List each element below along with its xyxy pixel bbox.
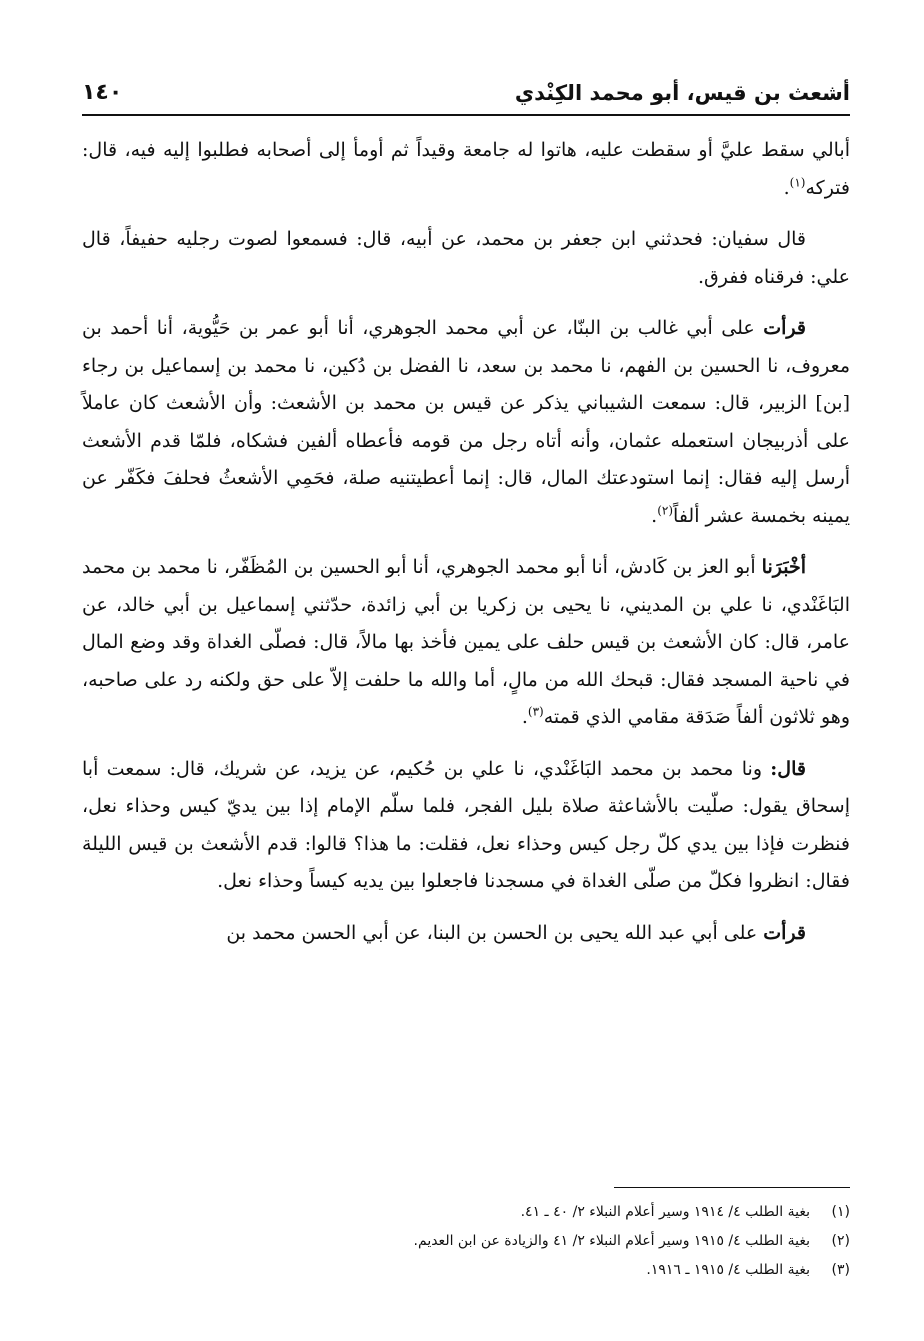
paragraph-text: على أبي عبد الله يحيى بن الحسن بن البنا، عن أبي الحسن محمد بن	[226, 921, 764, 944]
header-divider	[82, 114, 850, 116]
footnote-item	[82, 1227, 850, 1256]
paragraph-end: .	[521, 706, 528, 728]
footnotes	[82, 1198, 850, 1285]
paragraph-text: على أبي غالب بن البنّا، عن أبي محمد الجوهري، أنا أبو عمر بن حَيُّوية، أنا أحمد بن معروف، نا الحسين بن الفهم، نا محمد بن سعد، نا الفضل بن دُكين، نا محمد بن إسماعيل بن رجاء [بن] الزبير، قال: سمعت الشيباني يذكر عن قيس بن محمد بن الأشعث: وأن الأشعث كان عاملاً على أذربيجان استعمله عثمان، وأنه أتاه رجل من قومه فأعطاه ألفين فشكاه، فلمّا قدم الأشعث أرسل إليه فقال: إنما استودعتك المال، قال: إنما أعطيتنيه صلة، فحَمِي الأشعثُ فحلفَ فكَفّر عن يمينه بخمسة عشر ألفاً	[82, 317, 850, 527]
paragraph-3	[82, 310, 850, 535]
running-header	[82, 78, 850, 118]
paragraph-lead-word: قرأت	[763, 921, 806, 944]
paragraph-lead-word: قال:	[770, 757, 806, 780]
footnote-ref: (١)	[789, 175, 806, 190]
paragraph-4	[82, 549, 850, 737]
footnote-ref: (٢)	[657, 503, 674, 518]
footnote-number: (١)	[831, 1204, 850, 1220]
footnote-ref: (٣)	[527, 704, 544, 719]
main-text	[82, 132, 850, 966]
footnote-item	[82, 1198, 850, 1227]
paragraph-end: .	[651, 504, 658, 527]
paragraph-lead-word: أخْبَرَنا	[761, 556, 806, 578]
paragraph-5	[82, 751, 850, 901]
paragraph-text: ونا محمد بن محمد البَاغَنْدي، نا علي بن حُكيم، عن يزيد، عن شريك، قال: سمعت أبا إسحاق يقول: صلّيت بالأشاعثة صلاة بليل الفجر، فلما سلّم الإمام إذا بين يديّ كيس وحذاء نعل، فنظرت فإذا بين يدي كلّ رجل كيس وحذاء نعل، فقلت: ما هذا؟ قالوا: قدم الأشعث بن قيس الليلة فقال: انظروا فكلّ من صلّى الغداة في مسجدنا فاجعلوا بين يديه كيساً وحذاء نعل.	[82, 757, 850, 892]
footnote-text: بغية الطلب ٤/ ١٩١٥ وسير أعلام النبلاء ٢/ ٤١ والزيادة عن ابن العديم.	[413, 1233, 810, 1249]
paragraph-6	[82, 915, 850, 953]
paragraph-text: قال سفيان: فحدثني ابن جعفر بن محمد، عن أبيه، قال: فسمعوا لصوت رجليه حفيفاً، قال علي: فرقناه ففرق.	[82, 228, 850, 288]
footnote-number: (٢)	[831, 1233, 850, 1249]
page-number: ١٤٠	[82, 80, 123, 105]
paragraph-text: أبو العز بن كَادش، أنا أبو محمد الجوهري، أنا أبو الحسين بن المُظَفّر، نا محمد بن محمد البَاغَنْدي، نا علي بن المديني، نا يحيى بن زكريا بن أبي زائدة، حدّثني إسماعيل بن أبي خالد، عن عامر، قال: كان الأشعث بن قيس حلف على يمين فأخذ بها مالاً، قال: فصلّى الغداة وقد وضع المال في ناحية المسجد فقال: قبحك الله من مالٍ، أما والله ما حلفت إلاّ على حق ولكنه رد على صاحبه، وهو ثلاثون ألفاً صَدَقة مقامي الذي قمته	[82, 556, 850, 728]
paragraph-2	[82, 221, 850, 296]
footnote-text: بغية الطلب ٤/ ١٩١٥ ـ ١٩١٦.	[646, 1262, 810, 1278]
footnote-divider	[614, 1187, 850, 1188]
paragraph-text: أبالي سقط عليَّ أو سقطت عليه، هاتوا له جامعة وقيداً ثم أومأ إلى أصحابه فطلبوا إليه فيه، قال: فتركه	[82, 139, 850, 199]
paragraph-lead-word: قرأت	[763, 317, 806, 339]
header-title: أشعث بن قيس، أبو محمد الكِنْدي	[514, 81, 850, 105]
paragraph-end: .	[783, 176, 790, 199]
footnote-item	[82, 1256, 850, 1285]
footnote-number: (٣)	[831, 1262, 850, 1278]
footnote-text: بغية الطلب ٤/ ١٩١٤ وسير أعلام النبلاء ٢/ ٤٠ ـ ٤١.	[520, 1204, 810, 1220]
paragraph-1	[82, 132, 850, 207]
